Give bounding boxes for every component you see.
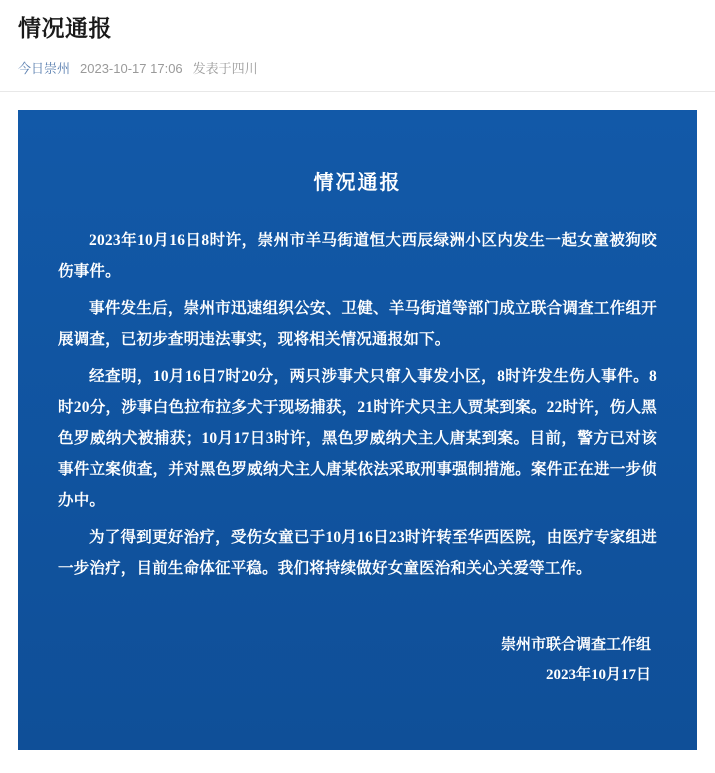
notice-signature bbox=[58, 630, 657, 690]
notice-paragraph: 为了得到更好治疗，受伤女童已于10月16日23时许转至华西医院，由医疗专家组进一步治疗，目前生命体征平稳。我们将持续做好女童医治和关心关爱等工作。 bbox=[58, 528, 657, 577]
article-header bbox=[0, 0, 715, 91]
notice-paragraph: 经查明，10月16日7时20分，两只涉事犬只窜入事发小区，8时许发生伤人事件。8时20分，涉事白色拉布拉多犬于现场捕获，21时许犬只主人贾某到案。22时许，伤人黑色罗威纳犬被捕获；10月17日3时许，黑色罗威纳犬主人唐某到案。目前，警方已对该事件立案侦查，并对黑色罗威纳犬主人唐某依法采取刑事强制措施。案件正在进一步侦办中。 bbox=[58, 367, 657, 509]
notice-title: 情况通报 bbox=[313, 171, 402, 194]
notice-body bbox=[58, 225, 657, 584]
notice-paragraph: 2023年10月16日8时许，崇州市羊马街道恒大西辰绿洲小区内发生一起女童被狗咬伤事件。 bbox=[58, 231, 657, 280]
meta-location: 发表于四川 bbox=[192, 60, 258, 76]
meta-timestamp: 2023-10-17 17:06 bbox=[80, 60, 183, 76]
page-title: 情况通报 bbox=[18, 15, 112, 41]
notice-card bbox=[18, 110, 697, 750]
header-divider bbox=[0, 91, 715, 92]
signature-date: 2023年10月17日 bbox=[545, 666, 651, 683]
notice-paragraph: 事件发生后，崇州市迅速组织公安、卫健、羊马街道等部门成立联合调查工作组开展调查，已初步查明违法事实，现将相关情况通报如下。 bbox=[58, 299, 657, 348]
article-meta bbox=[18, 58, 697, 91]
meta-source[interactable]: 今日崇州 bbox=[18, 60, 71, 76]
signature-organization: 崇州市联合调查工作组 bbox=[500, 636, 651, 653]
